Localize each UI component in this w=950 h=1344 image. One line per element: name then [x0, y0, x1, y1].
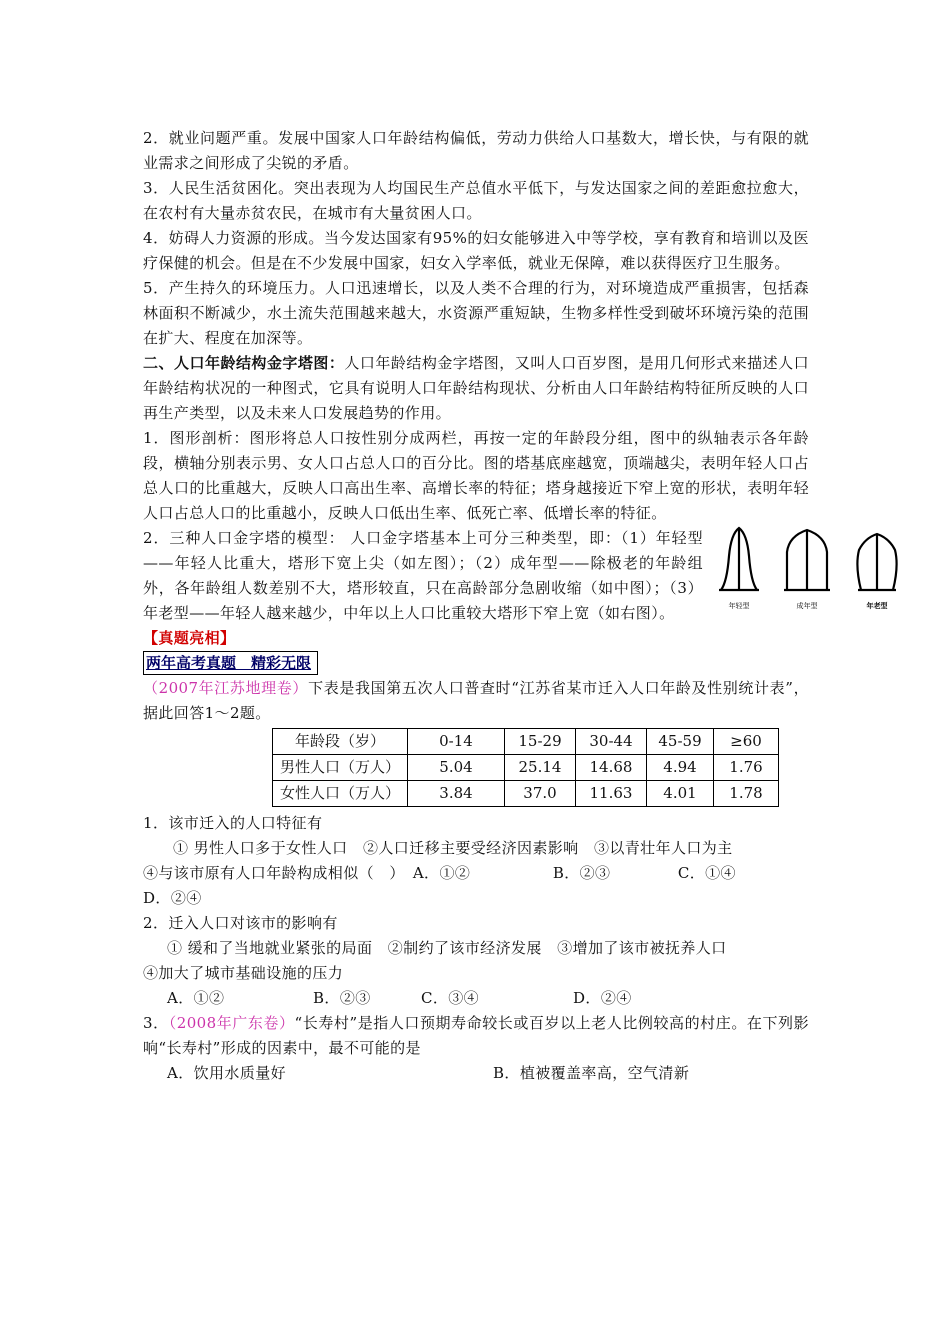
question2-statements-line2: ④加大了城市基础设施的压力 — [143, 964, 344, 982]
table-header-cell: 0-14 — [408, 729, 505, 755]
table-cell: 4.94 — [647, 755, 714, 781]
question3-option-a: A．饮用水质量好 — [167, 1064, 287, 1082]
paragraph-environment: 5．产生持久的环境压力。人口迅速增长，以及人类不合理的行为，对环境造成严重损害，包括森林面积不断减少，水土流失范围越来越大，水资源严重短缺，生物多样性受到破坏环境污染的范围在扩大、程度在加深等。 — [143, 279, 809, 347]
question1-option-d: D．②④ — [143, 889, 202, 907]
paragraph-poverty: 3．人民生活贫困化。突出表现为人均国民生产总值水平低下，与发达国家之间的差距愈拉愈大，在农村有大量赤贫农民，在城市有大量贫困人口。 — [143, 179, 809, 222]
question1-intro — [143, 676, 809, 726]
question2-stem: 2．迁入人口对该市的影响有 — [143, 914, 338, 932]
table-header-cell: 15-29 — [505, 729, 576, 755]
table-header-cell: 30-44 — [576, 729, 647, 755]
table-cell: 14.68 — [576, 755, 647, 781]
question2-options — [143, 986, 809, 1011]
paragraph-human-resources: 4．妨碍人力资源的形成。当今发达国家有95%的妇女能够进入中等学校，享有教育和培训以及医疗保健的机会。但是在不少发展中国家，妇女入学率低，就业无保障，难以获得医疗卫生服务。 — [143, 229, 809, 272]
question1-intro-text: 下表是我国第五次人口普查时“江苏省某市迁入人口年龄及性别统计表”，据此回答1～2题。 — [143, 679, 809, 722]
paragraph-pyramid-models: 2．三种人口金字塔的模型： 人口金字塔基本上可分三种类型，即：（1）年轻型——年轻人比重大，塔形下宽上尖（如左图）；（2）成年型——除极老的年龄组外，各年龄组人数差别不大，塔形较直，只在高龄部分急剧收缩（如中图）；（3）年老型——年轻人越来越少，中年以上人口比重较大塔形下窄上宽（如右图）。 — [143, 529, 703, 622]
question2-option-c: C．③④ — [421, 989, 480, 1007]
question1-option-a: A．①② — [412, 864, 471, 882]
pyramid-old-diagram — [857, 534, 896, 610]
pyramid-diagrams — [715, 526, 905, 622]
pyramid-young-label: 年轻型 — [728, 602, 750, 610]
pyramid-adult-diagram — [784, 530, 830, 610]
table-cell: 4.01 — [647, 781, 714, 807]
question3-text: “长寿村”是指人口预期寿命较长或百岁以上老人比例较高的村庄。在下列影响“长寿村”形成的因素中，最不可能的是 — [143, 1014, 809, 1057]
zhenti-box: 两年高考真题 精彩无限 — [143, 651, 318, 675]
table-cell: 11.63 — [576, 781, 647, 807]
question1-option-b: B．②③ — [552, 864, 611, 882]
table-cell: 5.04 — [408, 755, 505, 781]
table-header-row — [273, 729, 779, 755]
zhenti-heading: 【真题亮相】 — [143, 629, 236, 647]
migration-statistics-table — [272, 728, 779, 807]
pyramid-old-label: 年老型 — [866, 602, 888, 610]
question1-bracket: （ ） — [358, 864, 405, 882]
question2-statements-line1: ① 缓和了当地就业紧张的局面 ②制约了该市经济发展 ③增加了该市被抚养人口 — [167, 939, 727, 957]
question2-option-a: A．①② — [167, 989, 225, 1007]
table-cell: 25.14 — [505, 755, 576, 781]
table-cell: 37.0 — [505, 781, 576, 807]
table-row — [273, 755, 779, 781]
question1-option-c: C．①④ — [677, 864, 736, 882]
question3-options — [143, 1061, 809, 1086]
table-cell: 1.76 — [714, 755, 779, 781]
question1-statements-line2 — [143, 861, 809, 886]
paragraph-employment: 2．就业问题严重。发展中国家人口年龄结构偏低，劳动力供给人口基数大，增长快，与有限的就业需求之间形成了尖锐的矛盾。 — [143, 129, 809, 172]
table-row-label: 女性人口（万人） — [273, 781, 408, 807]
pyramid-adult-label: 成年型 — [796, 602, 818, 610]
pyramid-young-diagram — [719, 528, 759, 610]
table-cell: 3.84 — [408, 781, 505, 807]
question3-source: （2008年广东卷） — [168, 1014, 295, 1032]
question1-stem: 1．该市迁入的人口特征有 — [143, 814, 323, 832]
question1-statements-line1: ① 男性人口多于女性人口 ②人口迁移主要受经济因素影响 ③以青壮年人口为主 — [173, 839, 733, 857]
question3-number: 3． — [143, 1014, 169, 1032]
question2-option-b: B．②③ — [313, 989, 371, 1007]
section2-heading: 二、人口年龄结构金字塔图： — [143, 354, 345, 372]
pyramid-models-block — [143, 526, 888, 626]
zhenti-box-row — [143, 651, 809, 676]
question3-option-b: B．植被覆盖率高，空气清新 — [493, 1064, 690, 1082]
question2-option-d: D．②④ — [573, 989, 632, 1007]
question1-source: （2007年江苏地理卷） — [143, 679, 309, 697]
section2-paragraph — [143, 351, 809, 426]
paragraph-graph-analysis: 1．图形剖析：图形将总人口按性别分成两栏，再按一定的年龄段分组，图中的纵轴表示各年龄段，横轴分别表示男、女人口占总人口的百分比。图的塔基底座越宽，顶端越尖，表明年轻人口占总人口的比重越大，反映人口高出生率、高增长率的特征；塔身越接近下窄上宽的形状，表明年轻人口占总人口的比重越小，反映人口低出生率、低死亡率、低增长率的特征。 — [143, 429, 809, 522]
question1-statement4: ④与该市原有人口年龄构成相似 — [143, 864, 359, 882]
document-page — [143, 126, 888, 1086]
table-cell: 1.78 — [714, 781, 779, 807]
question3 — [143, 1011, 809, 1061]
table-row-label: 男性人口（万人） — [273, 755, 408, 781]
table-row — [273, 781, 779, 807]
table-header-cell: 45-59 — [647, 729, 714, 755]
table-header-cell: 年龄段（岁） — [273, 729, 408, 755]
section2-text: 人口年龄结构金字塔图，又叫人口百岁图，是用几何形式来描述人口年龄结构状况的一种图式，它具有说明人口年龄结构现状、分析由人口年龄结构特征所反映的人口再生产类型，以及未来人口发展趋势的作用。 — [143, 354, 809, 422]
table-header-cell: ≥60 — [714, 729, 779, 755]
